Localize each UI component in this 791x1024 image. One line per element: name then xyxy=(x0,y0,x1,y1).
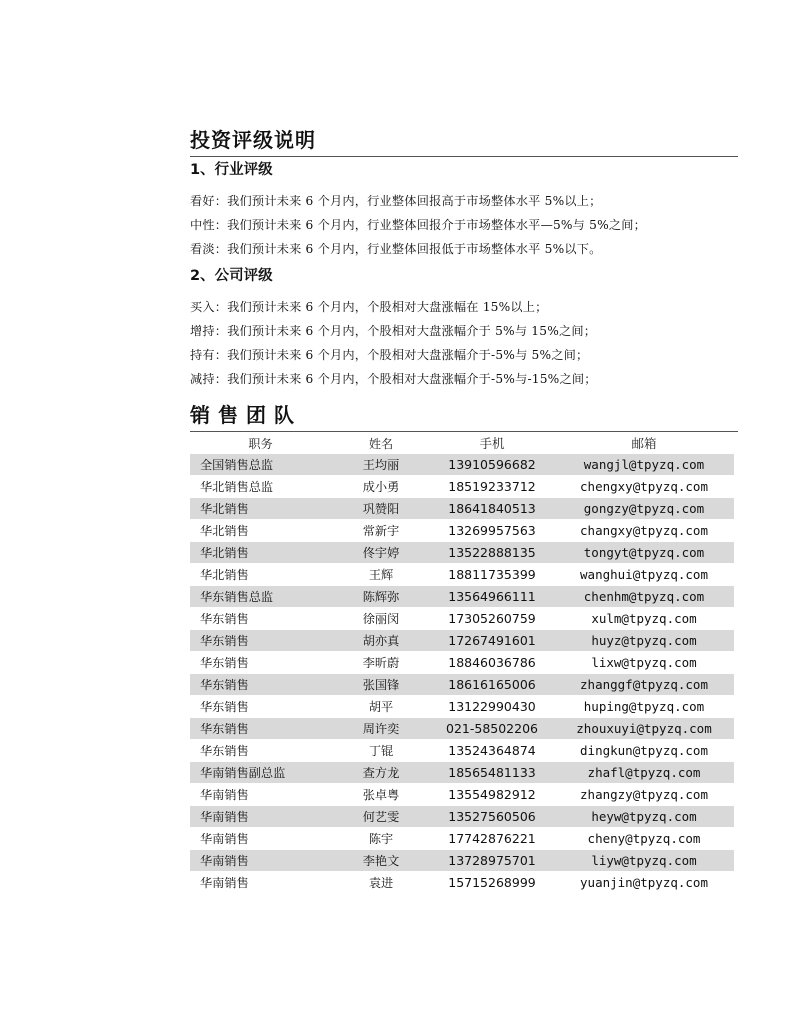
name-cell: 袁进 xyxy=(332,872,430,894)
table-row xyxy=(190,542,734,564)
role-cell: 华东销售 xyxy=(190,630,332,652)
phone-cell: 17305260759 xyxy=(430,608,554,630)
phone-cell: 18616165006 xyxy=(430,674,554,696)
table-row xyxy=(190,498,734,520)
rating-section-title: 投资评级说明 xyxy=(190,126,738,157)
sales-team-rows xyxy=(190,454,734,894)
email-cell[interactable]: wanghui@tpyzq.com xyxy=(554,564,734,586)
industry-rating-line: 看淡：我们预计未来 6 个月内，行业整体回报低于市场整体水平 5%以下。 xyxy=(190,242,602,256)
sales-team-table xyxy=(190,432,734,894)
name-cell: 陈宇 xyxy=(332,828,430,850)
phone-cell: 13564966111 xyxy=(430,586,554,608)
role-cell: 华北销售 xyxy=(190,564,332,586)
phone-cell: 13527560506 xyxy=(430,806,554,828)
name-cell: 陈辉弥 xyxy=(332,586,430,608)
phone-cell: 13524364874 xyxy=(430,740,554,762)
header-role: 职务 xyxy=(248,436,273,451)
table-row xyxy=(190,674,734,696)
email-cell[interactable]: zhanggf@tpyzq.com xyxy=(554,674,734,696)
name-cell: 查方龙 xyxy=(332,762,430,784)
role-cell: 华南销售 xyxy=(190,784,332,806)
phone-cell: 13122990430 xyxy=(430,696,554,718)
role-cell: 华东销售 xyxy=(190,696,332,718)
email-cell[interactable]: heyw@tpyzq.com xyxy=(554,806,734,828)
phone-cell: 13522888135 xyxy=(430,542,554,564)
name-cell: 李艳文 xyxy=(332,850,430,872)
role-cell: 华南销售 xyxy=(190,828,332,850)
name-cell: 胡亦真 xyxy=(332,630,430,652)
industry-rating-line: 看好：我们预计未来 6 个月内，行业整体回报高于市场整体水平 5%以上； xyxy=(190,194,602,208)
phone-cell: 18519233712 xyxy=(430,476,554,498)
table-row xyxy=(190,476,734,498)
phone-cell: 18565481133 xyxy=(430,762,554,784)
phone-cell: 17742876221 xyxy=(430,828,554,850)
table-row xyxy=(190,718,734,740)
table-row xyxy=(190,564,734,586)
table-row xyxy=(190,586,734,608)
name-cell: 丁锟 xyxy=(332,740,430,762)
email-cell[interactable]: dingkun@tpyzq.com xyxy=(554,740,734,762)
role-cell: 华北销售 xyxy=(190,520,332,542)
email-cell[interactable]: cheny@tpyzq.com xyxy=(554,828,734,850)
sales-team-title: 销售团队 xyxy=(190,401,738,432)
name-cell: 张国锋 xyxy=(332,674,430,696)
phone-cell: 18641840513 xyxy=(430,498,554,520)
phone-cell: 13554982912 xyxy=(430,784,554,806)
phone-cell: 17267491601 xyxy=(430,630,554,652)
name-cell: 胡平 xyxy=(332,696,430,718)
role-cell: 华北销售 xyxy=(190,498,332,520)
table-header-row xyxy=(190,432,734,454)
email-cell[interactable]: changxy@tpyzq.com xyxy=(554,520,734,542)
table-row xyxy=(190,740,734,762)
role-cell: 华东销售 xyxy=(190,652,332,674)
header-phone: 手机 xyxy=(479,436,505,451)
email-cell[interactable]: zhafl@tpyzq.com xyxy=(554,762,734,784)
role-cell: 华南销售 xyxy=(190,806,332,828)
name-cell: 王辉 xyxy=(332,564,430,586)
name-cell: 巩赞阳 xyxy=(332,498,430,520)
email-cell[interactable]: lixw@tpyzq.com xyxy=(554,652,734,674)
table-row xyxy=(190,784,734,806)
email-cell[interactable]: liyw@tpyzq.com xyxy=(554,850,734,872)
table-row xyxy=(190,652,734,674)
phone-cell: 13910596682 xyxy=(430,454,554,476)
email-cell[interactable]: chengxy@tpyzq.com xyxy=(554,476,734,498)
role-cell: 华东销售 xyxy=(190,674,332,696)
header-name: 姓名 xyxy=(368,436,394,451)
role-cell: 华南销售 xyxy=(190,850,332,872)
role-cell: 华东销售 xyxy=(190,608,332,630)
email-cell[interactable]: xulm@tpyzq.com xyxy=(554,608,734,630)
name-cell: 李昕蔚 xyxy=(332,652,430,674)
company-rating-line: 持有：我们预计未来 6 个月内，个股相对大盘涨幅介于-5%与 5%之间； xyxy=(190,348,589,362)
email-cell[interactable]: huping@tpyzq.com xyxy=(554,696,734,718)
table-row xyxy=(190,696,734,718)
phone-cell: 15715268999 xyxy=(430,872,554,894)
email-cell[interactable]: yuanjin@tpyzq.com xyxy=(554,872,734,894)
phone-cell: 18811735399 xyxy=(430,564,554,586)
header-email: 邮箱 xyxy=(631,436,657,451)
table-row xyxy=(190,872,734,894)
role-cell: 华东销售 xyxy=(190,718,332,740)
role-cell: 华南销售 xyxy=(190,872,332,894)
name-cell: 佟宇婷 xyxy=(332,542,430,564)
company-rating-heading: 2、公司评级 xyxy=(190,268,273,284)
email-cell[interactable]: chenhm@tpyzq.com xyxy=(554,586,734,608)
table-row xyxy=(190,828,734,850)
table-row xyxy=(190,520,734,542)
industry-rating-line: 中性：我们预计未来 6 个月内，行业整体回报介于市场整体水平—5%与 5%之间； xyxy=(190,218,647,232)
role-cell: 全国销售总监 xyxy=(190,454,332,476)
role-cell: 华东销售 xyxy=(190,740,332,762)
table-row xyxy=(190,608,734,630)
email-cell[interactable]: huyz@tpyzq.com xyxy=(554,630,734,652)
table-row xyxy=(190,630,734,652)
email-cell[interactable]: zhouxuyi@tpyzq.com xyxy=(554,718,734,740)
page-content xyxy=(190,126,738,894)
phone-cell: 18846036786 xyxy=(430,652,554,674)
industry-rating-heading: 1、行业评级 xyxy=(190,162,273,178)
phone-cell: 021-58502206 xyxy=(430,718,554,740)
name-cell: 何艺雯 xyxy=(332,806,430,828)
name-cell: 常新宇 xyxy=(332,520,430,542)
role-cell: 华北销售 xyxy=(190,542,332,564)
role-cell: 华北销售总监 xyxy=(190,476,332,498)
name-cell: 徐丽闵 xyxy=(332,608,430,630)
name-cell: 周许奕 xyxy=(332,718,430,740)
role-cell: 华南销售副总监 xyxy=(190,762,332,784)
phone-cell: 13269957563 xyxy=(430,520,554,542)
name-cell: 成小勇 xyxy=(332,476,430,498)
role-cell: 华东销售总监 xyxy=(190,586,332,608)
table-row xyxy=(190,454,734,476)
name-cell: 张卓粤 xyxy=(332,784,430,806)
table-row xyxy=(190,850,734,872)
email-cell[interactable]: tongyt@tpyzq.com xyxy=(554,542,734,564)
email-cell[interactable]: gongzy@tpyzq.com xyxy=(554,498,734,520)
company-rating-list xyxy=(190,295,738,391)
email-cell[interactable]: wangjl@tpyzq.com xyxy=(554,454,734,476)
email-cell[interactable]: zhangzy@tpyzq.com xyxy=(554,784,734,806)
name-cell: 王均丽 xyxy=(332,454,430,476)
industry-rating-list xyxy=(190,189,738,261)
table-row xyxy=(190,806,734,828)
company-rating-line: 买入：我们预计未来 6 个月内，个股相对大盘涨幅在 15%以上； xyxy=(190,300,548,314)
phone-cell: 13728975701 xyxy=(430,850,554,872)
company-rating-line: 减持：我们预计未来 6 个月内，个股相对大盘涨幅介于-5%与-15%之间； xyxy=(190,372,597,386)
table-row xyxy=(190,762,734,784)
company-rating-line: 增持：我们预计未来 6 个月内，个股相对大盘涨幅介于 5%与 15%之间； xyxy=(190,324,597,338)
